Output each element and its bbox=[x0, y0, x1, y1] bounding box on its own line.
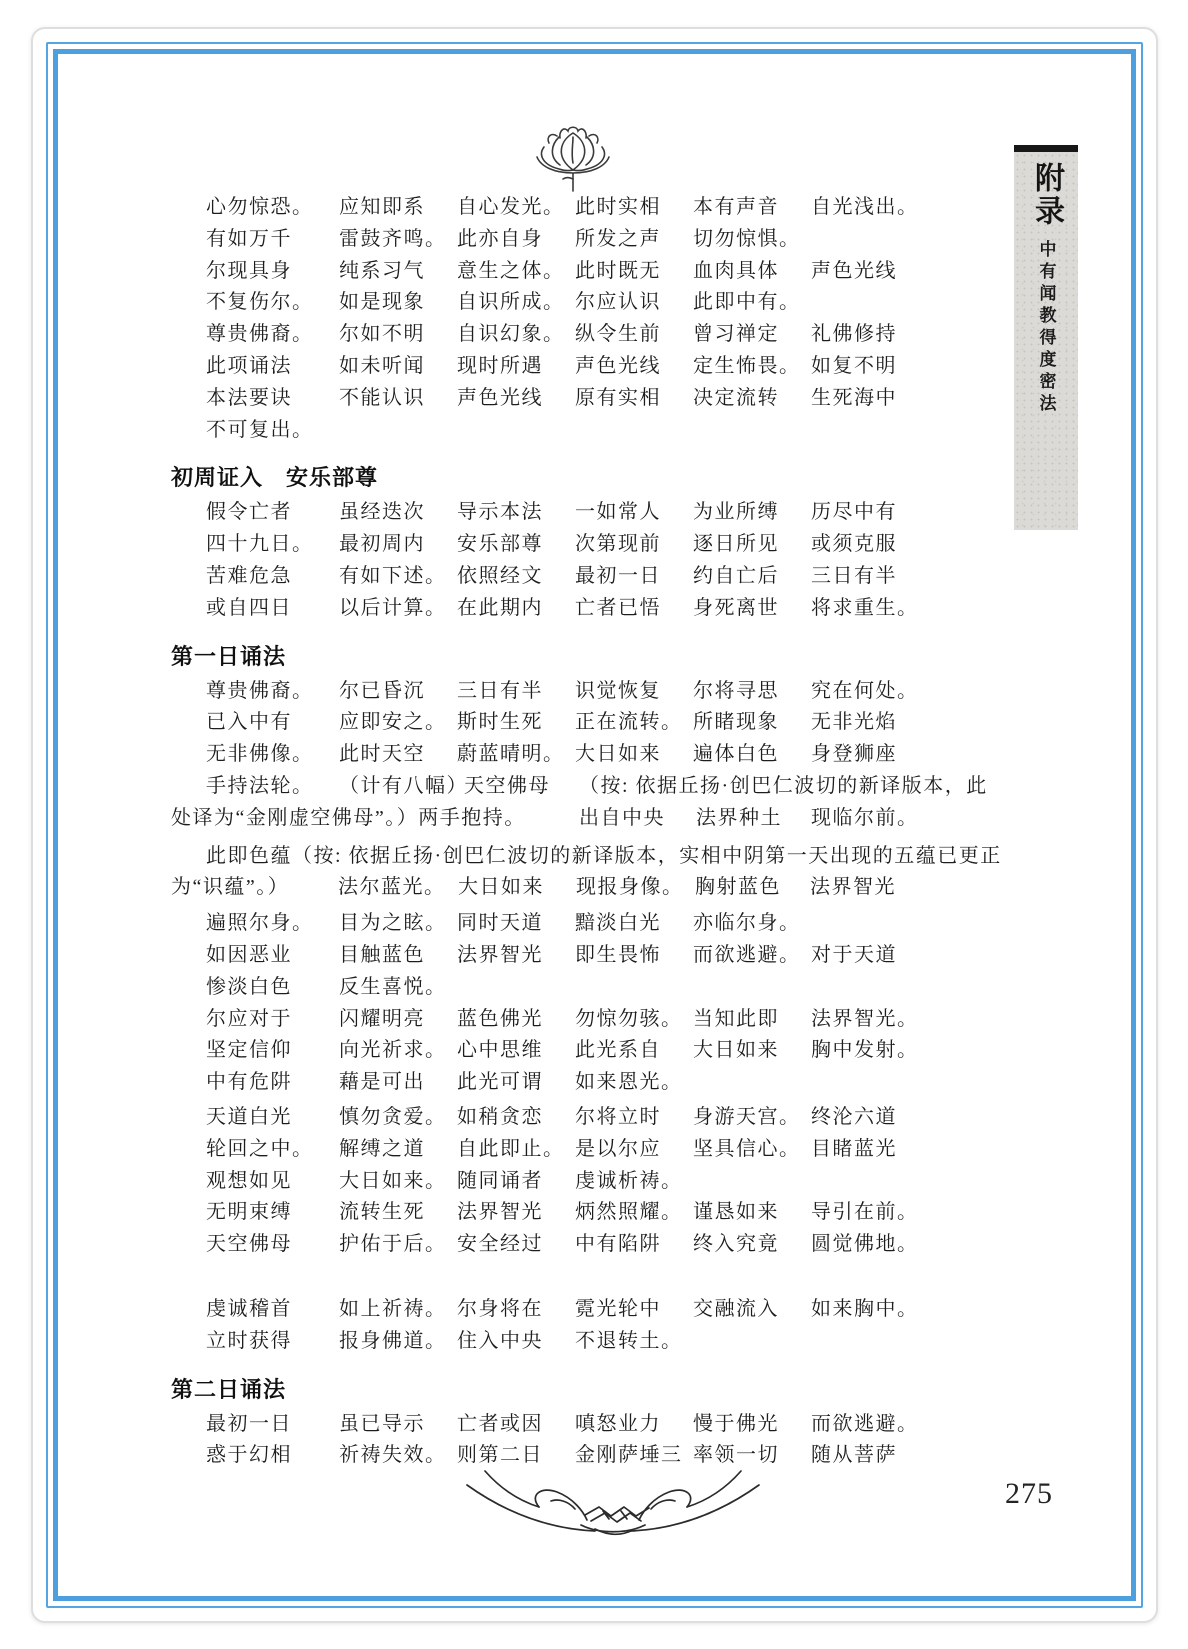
verse-row bbox=[206, 1326, 1006, 1358]
verse-phrase: 身游天宫。 bbox=[693, 1105, 801, 1128]
verse-phrase: 现时所遇 bbox=[457, 354, 543, 377]
verse-phrase: 斯时生死 bbox=[457, 711, 543, 734]
verse-row bbox=[206, 1294, 1006, 1326]
verse-phrase: 坚具信心。 bbox=[693, 1137, 801, 1160]
verse-phrase: 最初一日 bbox=[206, 1412, 292, 1435]
verse-phrase: 天道白光 bbox=[206, 1105, 292, 1128]
verse-phrase: 不复伤尔。 bbox=[206, 291, 314, 314]
verse-phrase: 原有实相 bbox=[575, 386, 661, 409]
verse-phrase: 如因恶业 bbox=[206, 943, 292, 966]
verse-phrase: 自识幻象。 bbox=[457, 323, 565, 346]
verse-phrase: 闪耀明亮 bbox=[339, 1007, 425, 1030]
section-heading: 第二日诵法 bbox=[171, 1376, 287, 1402]
verse-row bbox=[206, 1134, 1006, 1166]
verse-phrase: 已入中有 bbox=[206, 711, 292, 734]
verse-phrase: 意生之体。 bbox=[457, 259, 565, 282]
verse-phrase: 目触蓝色 bbox=[339, 943, 425, 966]
verse-phrase: 此即中有。 bbox=[693, 291, 801, 314]
verse-phrase: 炳然照耀。 bbox=[575, 1201, 683, 1224]
verse-phrase: 祈祷失效。 bbox=[339, 1444, 447, 1467]
verse-phrase: 安全经过 bbox=[457, 1233, 543, 1256]
verse-phrase: 天空佛母 bbox=[464, 774, 550, 797]
verse-phrase: 切勿惊惧。 bbox=[693, 227, 801, 250]
verse-phrase: 报身佛道。 bbox=[339, 1329, 447, 1352]
verse-phrase: 自识所成。 bbox=[457, 291, 565, 314]
verse-row bbox=[206, 256, 1006, 288]
verse-phrase: 雷鼓齐鸣。 bbox=[339, 227, 447, 250]
verse-phrase: 随同诵者 bbox=[457, 1169, 543, 1192]
verse-row bbox=[206, 1004, 1006, 1036]
verse-row bbox=[206, 1229, 1006, 1261]
verse-phrase: 安乐部尊 bbox=[457, 533, 543, 556]
verse-phrase: 导示本法 bbox=[457, 501, 543, 524]
verse-phrase: 依照经文 bbox=[457, 564, 543, 587]
verse-phrase: 为“识蕴”。） bbox=[171, 876, 290, 899]
verse-phrase: 无非光焰 bbox=[811, 711, 897, 734]
verse-phrase: 身登狮座 bbox=[811, 743, 897, 766]
verse-phrase: 而欲逃避。 bbox=[811, 1412, 919, 1435]
verse-phrase: 谨恳如来 bbox=[693, 1201, 779, 1224]
verse-phrase: 中有危阱 bbox=[206, 1071, 292, 1094]
verse-row bbox=[171, 803, 1006, 835]
verse-row bbox=[206, 940, 1006, 972]
verse-row bbox=[171, 872, 1006, 904]
verse-phrase: 黯淡白光 bbox=[575, 912, 661, 935]
verse-phrase: 圆觉佛地。 bbox=[811, 1233, 919, 1256]
verse-phrase: 或须克服 bbox=[811, 533, 897, 556]
verse-row bbox=[206, 676, 1006, 708]
verse-phrase: 有如下述。 bbox=[339, 564, 447, 587]
verse-phrase: 率领一切 bbox=[693, 1444, 779, 1467]
verse-phrase: 应知即系 bbox=[339, 196, 425, 218]
verse-phrase: 心勿惊恐。 bbox=[206, 196, 314, 218]
verse-row bbox=[206, 593, 1006, 625]
verse-phrase: 如上祈祷。 bbox=[339, 1297, 447, 1320]
verse-phrase: 如未听闻 bbox=[339, 354, 425, 377]
verse-phrase: （计有八幅） bbox=[339, 774, 468, 797]
verse-row bbox=[206, 497, 1006, 529]
verse-phrase: 自此即止。 bbox=[457, 1137, 565, 1160]
verse-phrase: 此亦自身 bbox=[457, 227, 543, 250]
verse-phrase: 交融流入 bbox=[693, 1297, 779, 1320]
verse-phrase: 约自亡后 bbox=[693, 564, 779, 587]
page-card bbox=[31, 27, 1158, 1623]
verse-phrase: 中有陷阱 bbox=[575, 1233, 661, 1256]
verse-phrase: 逐日所见 bbox=[693, 533, 779, 556]
verse-row bbox=[206, 415, 1006, 447]
verse-phrase: 反生喜悦。 bbox=[339, 975, 447, 998]
verse-phrase: 金刚萨埵三 bbox=[575, 1444, 683, 1467]
verse-row bbox=[206, 529, 1006, 561]
verse-phrase: 尔如不明 bbox=[339, 323, 425, 346]
verse-phrase: 藉是可出 bbox=[339, 1071, 425, 1094]
verse-phrase: 声色光线 bbox=[575, 354, 661, 377]
verse-phrase: 礼佛修持 bbox=[811, 323, 897, 346]
verse-phrase: 以后计算。 bbox=[339, 596, 447, 619]
verse-content bbox=[171, 192, 1006, 1472]
verse-phrase: 三日有半 bbox=[457, 679, 543, 702]
verse-phrase: 护佑于后。 bbox=[339, 1233, 447, 1256]
verse-phrase: 尔将寻思 bbox=[693, 679, 779, 702]
verse-phrase: 立时获得 bbox=[206, 1329, 292, 1352]
verse-phrase: 同时天道 bbox=[457, 912, 543, 935]
verse-phrase: 法尔蓝光。 bbox=[338, 876, 446, 899]
verse-phrase: 尔身将在 bbox=[457, 1297, 543, 1320]
verse-phrase: 虽已导示 bbox=[339, 1412, 425, 1435]
verse-phrase: 是以尔应 bbox=[575, 1137, 661, 1160]
section-heading: 第一日诵法 bbox=[171, 643, 287, 669]
verse-phrase: 随从菩萨 bbox=[811, 1444, 897, 1467]
verse-phrase: 遍体白色 bbox=[693, 743, 779, 766]
verse-phrase: 法界种土 bbox=[696, 806, 782, 829]
verse-phrase: 如来胸中。 bbox=[811, 1297, 919, 1320]
verse-row bbox=[206, 192, 1006, 224]
verse-phrase: 自心发光。 bbox=[457, 196, 565, 218]
verse-phrase: 本有声音 bbox=[693, 196, 779, 218]
side-tab-subtitle: 中有闻教得度密法 bbox=[1036, 240, 1056, 416]
verse-phrase: 天空佛母 bbox=[206, 1233, 292, 1256]
verse-row bbox=[206, 319, 1006, 351]
section-heading: 初周证入 安乐部尊 bbox=[171, 465, 379, 491]
verse-phrase: 此光可谓 bbox=[457, 1071, 543, 1094]
verse-phrase: 向光祈求。 bbox=[339, 1039, 447, 1062]
verse-phrase: 最初周内 bbox=[339, 533, 425, 556]
verse-phrase: 此时天空 bbox=[339, 743, 425, 766]
verse-phrase: 定生怖畏。 bbox=[693, 354, 801, 377]
verse-phrase: 惑于幻相 bbox=[206, 1444, 292, 1467]
verse-phrase: 目为之眩。 bbox=[339, 912, 447, 935]
verse-phrase: 苦难危急 bbox=[206, 564, 292, 587]
verse-row bbox=[206, 1197, 1006, 1229]
page-number: 275 bbox=[1005, 1477, 1053, 1510]
verse-phrase: 心中思维 bbox=[457, 1039, 543, 1062]
verse-phrase: 观想如见 bbox=[206, 1169, 292, 1192]
verse-phrase: 现报身像。 bbox=[576, 876, 684, 899]
verse-phrase: 亡者或因 bbox=[457, 1412, 543, 1435]
verse-phrase: 法界智光 bbox=[457, 943, 543, 966]
verse-row bbox=[206, 908, 1006, 940]
verse-phrase: 声色光线 bbox=[457, 386, 543, 409]
verse-phrase: 此即色蕴（按: 依据丘扬·创巴仁波切的新译版本，实相中阴第一天出现的五蕴已更正 bbox=[206, 844, 1002, 867]
verse-phrase: 胸中发射。 bbox=[811, 1039, 919, 1062]
verse-phrase: 蓝色佛光 bbox=[457, 1007, 543, 1030]
verse-phrase: 尔应对于 bbox=[206, 1007, 292, 1030]
verse-phrase: 亦临尔身。 bbox=[693, 912, 801, 935]
verse-phrase: 最初一日 bbox=[575, 564, 661, 587]
appendix-side-tab bbox=[1014, 145, 1078, 530]
verse-phrase: 如稍贪恋 bbox=[457, 1105, 543, 1128]
verse-phrase: 如是现象 bbox=[339, 291, 425, 314]
verse-phrase: 当知此即 bbox=[693, 1007, 779, 1030]
verse-phrase: 一如常人 bbox=[575, 501, 661, 524]
verse-row bbox=[206, 707, 1006, 739]
verse-phrase: 不可复出。 bbox=[206, 418, 314, 441]
verse-phrase: 尔应认识 bbox=[575, 291, 661, 314]
verse-phrase: 尊贵佛裔。 bbox=[206, 679, 314, 702]
verse-phrase: 应即安之。 bbox=[339, 711, 447, 734]
verse-phrase: 不能认识 bbox=[339, 386, 425, 409]
verse-phrase: 历尽中有 bbox=[811, 501, 897, 524]
verse-phrase: 纯系习气 bbox=[339, 259, 425, 282]
verse-phrase: 生死海中 bbox=[811, 386, 897, 409]
verse-row bbox=[206, 224, 1006, 256]
verse-phrase: 无非佛像。 bbox=[206, 743, 314, 766]
verse-row bbox=[206, 739, 1006, 771]
verse-phrase: 惨淡白色 bbox=[206, 975, 292, 998]
verse-phrase: 解缚之道 bbox=[339, 1137, 425, 1160]
verse-phrase: 虔诚析祷。 bbox=[575, 1169, 683, 1192]
verse-phrase: 终沦六道 bbox=[811, 1105, 897, 1128]
verse-phrase: 则第二日 bbox=[457, 1444, 543, 1467]
verse-phrase: 终入究竟 bbox=[693, 1233, 779, 1256]
verse-phrase: 流转生死 bbox=[339, 1201, 425, 1224]
verse-row bbox=[206, 383, 1006, 415]
verse-phrase: 嗔怒业力 bbox=[575, 1412, 661, 1435]
verse-phrase: 对于天道 bbox=[811, 943, 897, 966]
verse-phrase: 曾习禅定 bbox=[693, 323, 779, 346]
verse-phrase: 纵令生前 bbox=[575, 323, 661, 346]
lotus-icon bbox=[513, 113, 633, 195]
verse-phrase: 现临尔前。 bbox=[811, 806, 919, 829]
verse-phrase: 此项诵法 bbox=[206, 354, 292, 377]
verse-phrase: 将求重生。 bbox=[811, 596, 919, 619]
verse-row bbox=[206, 1102, 1006, 1134]
verse-phrase: 目睹蓝光 bbox=[811, 1137, 897, 1160]
verse-phrase: 所睹现象 bbox=[693, 711, 779, 734]
verse-phrase: 自光浅出。 bbox=[811, 196, 919, 218]
verse-phrase: 此光系自 bbox=[575, 1039, 661, 1062]
verse-phrase: 轮回之中。 bbox=[206, 1137, 314, 1160]
verse-phrase: 如复不明 bbox=[811, 354, 897, 377]
verse-row bbox=[206, 841, 1006, 873]
verse-phrase: 虽经迭次 bbox=[339, 501, 425, 524]
mudra-hands-icon bbox=[463, 1467, 763, 1551]
verse-phrase: 假令亡者 bbox=[206, 501, 292, 524]
verse-phrase: 身死离世 bbox=[693, 596, 779, 619]
verse-phrase: 遍照尔身。 bbox=[206, 912, 314, 935]
verse-phrase: 为业所缚 bbox=[693, 501, 779, 524]
verse-row bbox=[206, 771, 1006, 803]
verse-phrase: 尊贵佛裔。 bbox=[206, 323, 314, 346]
verse-phrase: 法界智光 bbox=[810, 876, 896, 899]
verse-phrase: 出自中央 bbox=[579, 806, 665, 829]
verse-phrase: 此时实相 bbox=[575, 196, 661, 218]
verse-row bbox=[206, 1409, 1006, 1441]
verse-phrase: 导引在前。 bbox=[811, 1201, 919, 1224]
verse-phrase: 勿惊勿骇。 bbox=[575, 1007, 683, 1030]
verse-phrase: 大日如来 bbox=[458, 876, 544, 899]
verse-phrase: 住入中央 bbox=[457, 1329, 543, 1352]
verse-phrase: 霓光轮中 bbox=[575, 1297, 661, 1320]
verse-phrase: 而欲逃避。 bbox=[693, 943, 801, 966]
verse-phrase: 四十九日。 bbox=[206, 533, 314, 556]
verse-phrase: 慢于佛光 bbox=[693, 1412, 779, 1435]
verse-phrase: （按: 依据丘扬·创巴仁波切的新译版本，此 bbox=[579, 774, 988, 797]
verse-phrase: 大日如来 bbox=[575, 743, 661, 766]
verse-phrase: 血肉具体 bbox=[693, 259, 779, 282]
verse-row bbox=[206, 351, 1006, 383]
verse-phrase: 尔已昏沉 bbox=[339, 679, 425, 702]
verse-phrase: 究在何处。 bbox=[811, 679, 919, 702]
verse-phrase: 所发之声 bbox=[575, 227, 661, 250]
verse-phrase: 不退转土。 bbox=[575, 1329, 683, 1352]
verse-phrase: 或自四日 bbox=[206, 596, 292, 619]
verse-phrase: 虔诚稽首 bbox=[206, 1297, 292, 1320]
verse-phrase: 三日有半 bbox=[811, 564, 897, 587]
verse-phrase: 声色光线 bbox=[811, 259, 897, 282]
verse-row bbox=[206, 1067, 1006, 1099]
verse-row bbox=[206, 287, 1006, 319]
verse-phrase: 法界智光。 bbox=[811, 1007, 919, 1030]
verse-row bbox=[206, 561, 1006, 593]
verse-phrase: 胸射蓝色 bbox=[695, 876, 781, 899]
verse-phrase: 慎勿贪爱。 bbox=[339, 1105, 447, 1128]
verse-phrase: 正在流转。 bbox=[575, 711, 683, 734]
verse-phrase: 如来恩光。 bbox=[575, 1071, 683, 1094]
verse-phrase: 手持法轮。 bbox=[206, 774, 314, 797]
verse-phrase: 大日如来 bbox=[693, 1039, 779, 1062]
verse-phrase: 在此期内 bbox=[457, 596, 543, 619]
verse-phrase: 大日如来。 bbox=[339, 1169, 447, 1192]
verse-phrase: 次第现前 bbox=[575, 533, 661, 556]
verse-row bbox=[206, 1166, 1006, 1198]
verse-phrase: 决定流转 bbox=[693, 386, 779, 409]
verse-phrase: 尔将立时 bbox=[575, 1105, 661, 1128]
verse-phrase: 即生畏怖 bbox=[575, 943, 661, 966]
verse-phrase: 此时既无 bbox=[575, 259, 661, 282]
verse-phrase: 蔚蓝晴明。 bbox=[457, 743, 565, 766]
verse-phrase: 处译为“金刚虚空佛母”。）两手抱持。 bbox=[171, 806, 526, 829]
verse-row bbox=[206, 1035, 1006, 1067]
verse-phrase: 亡者已悟 bbox=[575, 596, 661, 619]
verse-phrase: 尔现具身 bbox=[206, 259, 292, 282]
verse-phrase: 无明束缚 bbox=[206, 1201, 292, 1224]
side-tab-title: 附录 bbox=[1030, 162, 1063, 228]
verse-phrase: 有如万千 bbox=[206, 227, 292, 250]
verse-phrase: 坚定信仰 bbox=[206, 1039, 292, 1062]
verse-phrase: 识觉恢复 bbox=[575, 679, 661, 702]
verse-phrase: 本法要诀 bbox=[206, 386, 292, 409]
verse-phrase: 法界智光 bbox=[457, 1201, 543, 1224]
verse-row bbox=[206, 972, 1006, 1004]
